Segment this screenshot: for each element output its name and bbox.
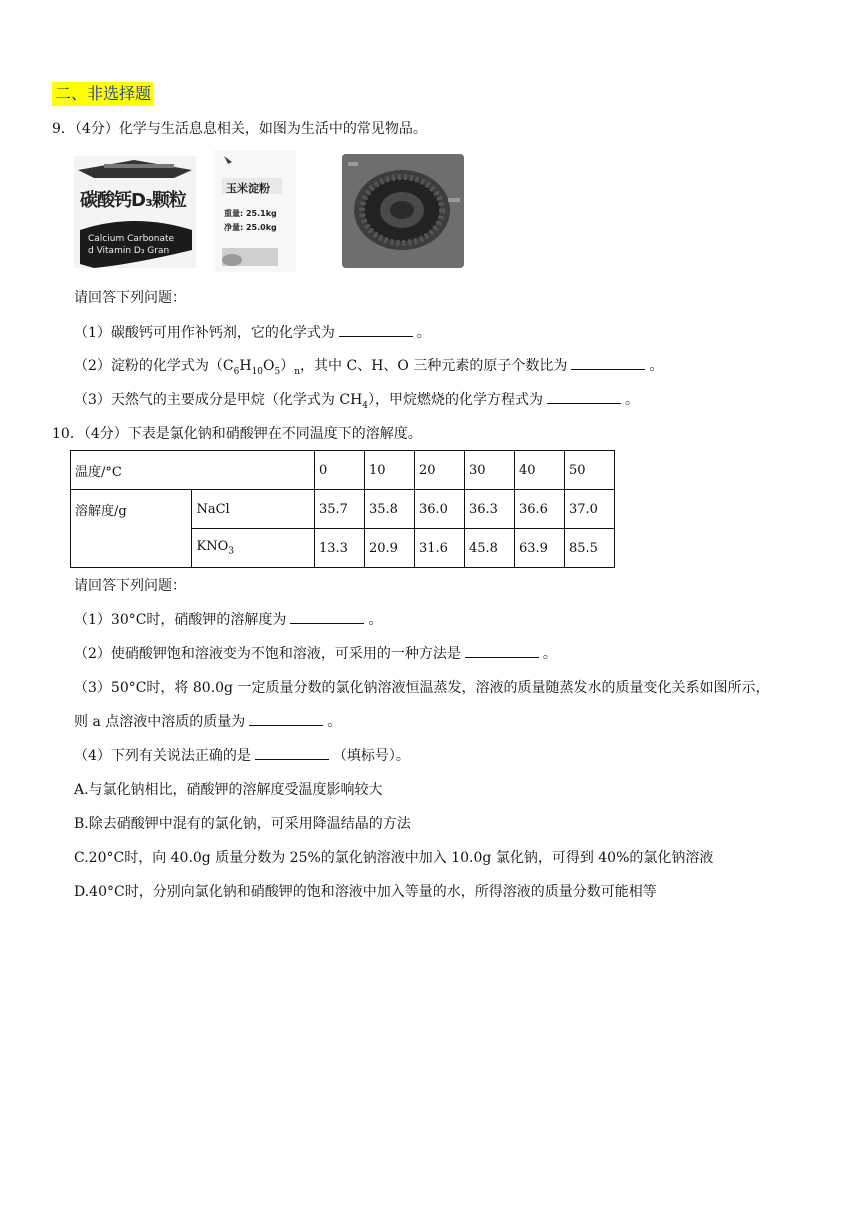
value-cell: 36.3 [465,490,515,529]
q10-sub4 [74,747,410,765]
q9-sub2-o: O [263,358,275,374]
value-cell: 20.9 [365,529,415,568]
bag-line-2: 净量: 25.0kg [224,223,277,232]
q10-sub1-end: 。 [368,612,383,628]
value-cell: 13.3 [315,529,365,568]
table-row [71,490,615,529]
q9-sub3-text: （3）天然气的主要成分是甲烷（化学式为 CH [74,392,363,408]
answer-blank[interactable] [339,324,413,337]
option-b: B.除去硝酸钾中混有的氯化钠，可采用降温结晶的方法 [74,816,411,832]
bag-title: 玉米淀粉 [226,182,270,195]
temp-cell: 0 [315,451,365,490]
solubility-label-cell: 溶解度/g [71,490,192,568]
value-cell: 36.0 [415,490,465,529]
value-cell: 85.5 [565,529,615,568]
package-subtitle-1: Calcium Carbonate [88,234,175,244]
q10-sub1 [74,611,382,629]
q9-sub1 [74,324,431,342]
q9-sub1-text: （1）碳酸钙可用作补钙剂，它的化学式为 [74,325,335,341]
q10-sub4-end: （填标号）。 [332,748,410,764]
substance-cell [192,529,315,568]
answer-blank[interactable] [547,391,621,404]
q10-sub3-end: 。 [327,714,342,730]
answer-blank[interactable] [571,357,645,370]
sub-o: 5 [274,366,281,377]
q10-sub2-text: （2）使硝酸钾饱和溶液变为不饱和溶液，可采用的一种方法是 [74,646,461,662]
q10-sub2-end: 。 [542,646,557,662]
q10-sub1-text: （1）30°C时，硝酸钾的溶解度为 [74,612,287,628]
temp-cell: 20 [415,451,465,490]
package-title: 碳酸钙D₃颗粒 [80,190,186,211]
q9-sub2-end: 。 [649,358,664,374]
value-cell: 35.8 [365,490,415,529]
q9-sub2-rest: ，其中 C、H、O 三种元素的原子个数比为 [300,358,568,374]
q9-sub2-text: （2）淀粉的化学式为（C [74,358,234,374]
value-cell: 35.7 [315,490,365,529]
value-cell: 36.6 [515,490,565,529]
temp-cell: 50 [565,451,615,490]
bag-line-1: 重量: 25.1kg [224,209,277,218]
q9-sub2-paren: ） [280,358,295,374]
substance-cell [192,490,315,529]
q9-sub2 [74,357,663,381]
temp-label-cell: 温度/°C [71,451,315,490]
q9-sub2-h: H [239,358,252,374]
substance-name: NaCl [196,501,230,517]
option-a: A.与氯化钠相比，硝酸钾的溶解度受温度影响较大 [74,782,383,798]
value-cell: 37.0 [565,490,615,529]
q10-sub3-line1: （3）50°C时，将 80.0g 一定质量分数的氯化钠溶液恒温蒸发，溶液的质量随蒸发水的质量变化关系如图所示， [74,680,770,696]
sub-c: 6 [233,366,240,377]
solubility-table [70,450,615,568]
substance-name: KNO [196,539,229,555]
q10-prompt: 请回答下列问题： [74,578,186,594]
table-row [71,451,615,490]
q10-sub3-line2 [74,713,341,731]
q9-sub1-end: 。 [416,325,431,341]
section-title: 二、非选择题 [52,82,154,106]
answer-blank[interactable] [290,611,364,624]
temp-cell: 30 [465,451,515,490]
answer-blank[interactable] [249,713,323,726]
option-c: C.20°C时，向 40.0g 质量分数为 25%的氯化钠溶液中加入 10.0g 氯化钠，可得到 40%的氯化钠溶液 [74,850,714,866]
value-cell: 45.8 [465,529,515,568]
sub-4: 4 [362,400,369,411]
substance-subscript: 3 [228,546,234,557]
temp-cell: 40 [515,451,565,490]
value-cell: 31.6 [415,529,465,568]
sub-n: n [294,366,301,377]
gas-stove-image [342,154,464,268]
corn-starch-bag-image [214,150,296,272]
q9-prompt: 请回答下列问题： [74,290,186,306]
q10-sub3-text: 则 a 点溶液中溶质的质量为 [74,714,246,730]
calcium-carbonate-package-image [74,156,196,268]
question-9-stem: 9．（4分）化学与生活息息相关，如图为生活中的常见物品。 [52,121,427,137]
q10-sub2 [74,645,557,663]
q9-sub3-end: 。 [625,392,640,408]
answer-blank[interactable] [465,645,539,658]
option-d: D.40°C时，分别向氯化钠和硝酸钾的饱和溶液中加入等量的水，所得溶液的质量分数可能相等 [74,884,657,900]
question-10-stem: 10．（4分）下表是氯化钠和硝酸钾在不同温度下的溶解度。 [52,426,422,442]
gas-stove-burner-icon [342,154,464,268]
answer-blank[interactable] [255,747,329,760]
sub-h: 10 [251,366,264,377]
q9-sub3 [74,391,639,415]
q10-sub4-text: （4）下列有关说法正确的是 [74,748,251,764]
value-cell: 63.9 [515,529,565,568]
temp-cell: 10 [365,451,415,490]
package-subtitle-2: d Vitamin D₃ Gran [88,246,170,256]
q9-sub3-mid: ），甲烷燃烧的化学方程式为 [368,392,544,408]
